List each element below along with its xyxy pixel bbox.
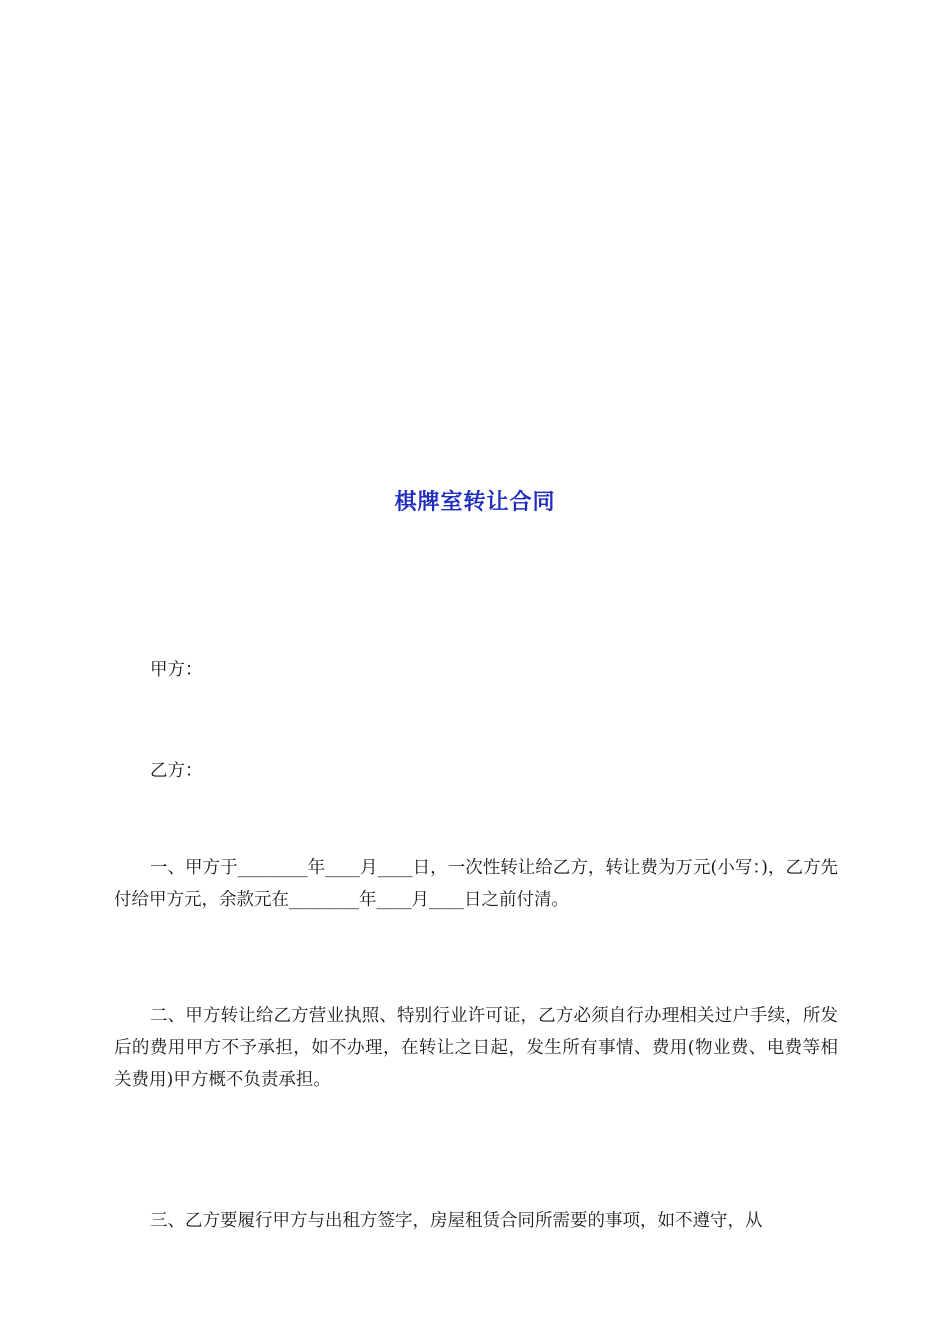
clause-3: 三、乙方要履行甲方与出租方签字，房屋租赁合同所需要的事项，如不遵守，从 <box>150 1211 763 1231</box>
document-title: 棋牌室转让合同 <box>394 490 556 515</box>
clause-1: 一、甲方于________年____月____日，一次性转让给乙方，转让费为万元(小写：)，乙方先付给甲方元，余款元在________年____月____日之前付清。 <box>114 858 838 910</box>
party-a-label: 甲方： <box>150 660 203 680</box>
clause-2: 二、甲方转让给乙方营业执照、特别行业许可证，乙方必须自行办理相关过户手续，所发后的费用甲方不予承担，如不办理，在转让之日起，发生所有事情、费用(物业费、电费等相关费用)甲方概不负责承担。 <box>114 1006 838 1090</box>
party-b-label: 乙方： <box>150 761 203 781</box>
